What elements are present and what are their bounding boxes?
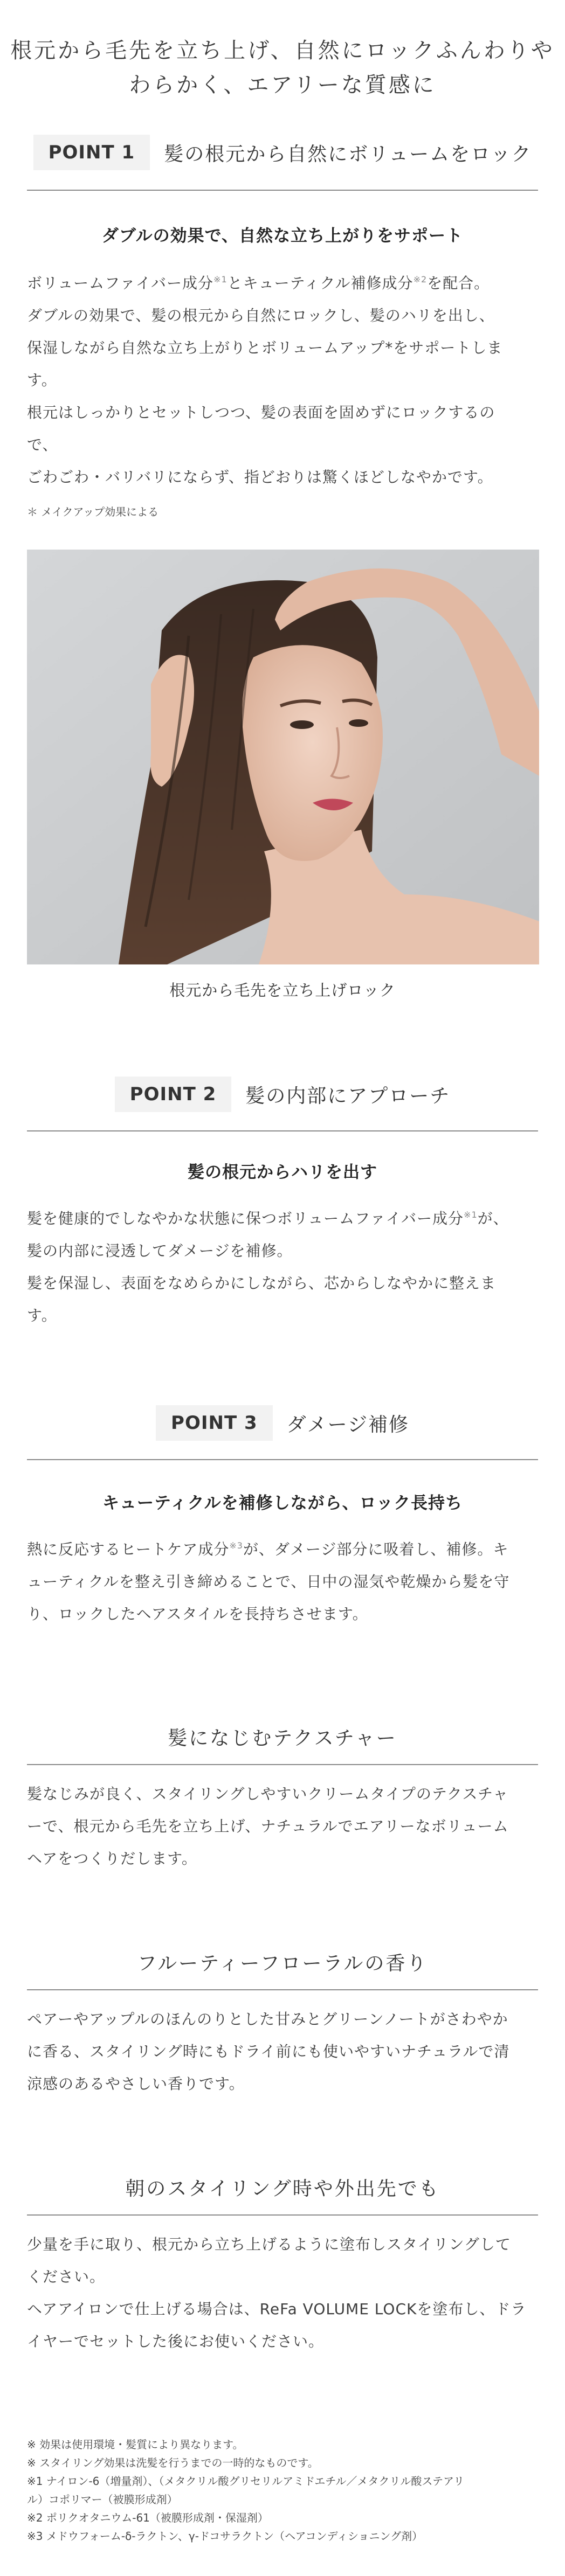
point1-body (27, 267, 539, 494)
point3-subhead: キューティクルを補修しながら、ロック長持ち (102, 1494, 463, 1513)
model-photo (27, 550, 539, 964)
point1-title: 髪の根元から自然にボリュームをロック (164, 143, 532, 165)
texture-body-line: ヘアをつくりだします。 (27, 1850, 197, 1867)
point1-subhead: ダブルの効果で、自然な立ち上がりをサポート (101, 226, 464, 246)
footnote: ※ 効果は使用環境・髪質により異なります。 (27, 2438, 244, 2451)
usage-body-line: ください。 (27, 2268, 106, 2286)
body-text: 髪を健康的でしなやかな状態に保つボリュームファイバー成分 (27, 1210, 464, 1227)
point2-body-line (27, 1203, 539, 1235)
point2-body-line: 髪の内部に浸透してダメージを補修。 (27, 1242, 293, 1260)
headline-line-2: わらかく、エアリーな質感に (129, 73, 436, 98)
usage-body-line: イヤーでセットした後にお使いください。 (27, 2332, 325, 2350)
footnote-ref: ※1 (213, 274, 228, 284)
point1-body-line: 根元はしっかりとセットしつつ、髪の表面を固めずにロックするの (27, 404, 495, 421)
divider (27, 1764, 538, 1765)
usage-title: 朝のスタイリング時や外出先でも (125, 2178, 440, 2200)
point1-body-line: で、 (27, 436, 58, 454)
point3-body (27, 1533, 539, 1630)
divider (27, 1459, 538, 1460)
divider (27, 190, 538, 191)
footnote-ref: ※3 (229, 1540, 243, 1551)
point1-body-line: 保湿しながら自然な立ち上がりとボリュームアップ*をサポートしま (27, 339, 503, 357)
point2-title: 髪の内部にアプローチ (245, 1085, 451, 1107)
body-text: 熱に反応するヒートケア成分 (27, 1540, 230, 1558)
headline-line-1: 根元から毛先を立ち上げ、自然にロックふんわりや (10, 38, 555, 63)
texture-body (27, 1778, 539, 1875)
model-photo-illustration (27, 550, 539, 964)
scent-title: フルーティーフローラルの香り (137, 1953, 428, 1975)
texture-body-line: ーで、根元から毛先を立ち上げ、ナチュラルでエアリーなボリューム (27, 1817, 509, 1835)
footnote: ル）コポリマー（被膜形成剤） (27, 2493, 178, 2506)
point2-subhead: 髪の根元からハリを出す (188, 1163, 377, 1182)
body-text: が、ダメージ部分に吸着し、補修。キ (243, 1540, 509, 1558)
point1-body-line: ごわごわ・バリバリにならず、指どおりは驚くほどしなやかです。 (27, 468, 493, 486)
texture-title: 髪になじむテクスチャー (168, 1727, 397, 1749)
point1-body-line: す。 (27, 371, 57, 389)
divider (27, 1989, 538, 1990)
divider (27, 2214, 538, 2216)
page-headline (0, 33, 565, 102)
point2-body-line: す。 (27, 1307, 57, 1324)
body-text: とキューティクル補修成分 (227, 274, 414, 292)
point1-body-line (27, 267, 539, 300)
point1-badge: POINT 1 (33, 135, 150, 170)
point2-body (27, 1203, 539, 1332)
point3-title: ダメージ補修 (286, 1413, 409, 1436)
scent-body-line: 涼感のあるやさしい香りです。 (27, 2075, 245, 2093)
body-text: ボリュームファイバー成分 (27, 274, 214, 292)
usage-body-line: ヘアアイロンで仕上げる場合は、ReFa VOLUME LOCKを塗布し、ドラ (27, 2300, 527, 2318)
footnotes (27, 2435, 545, 2545)
scent-body-line: ペアーやアップルのほんのりとした甘みとグリーンノートがさわやか (27, 2010, 508, 2028)
point1-header (0, 135, 565, 170)
point3-body-line (27, 1533, 539, 1566)
point2-badge: POINT 2 (115, 1077, 232, 1112)
texture-body-line: 髪なじみが良く、スタイリングしやすいクリームタイプのテクスチャ (27, 1785, 509, 1803)
body-text: が、 (477, 1210, 509, 1227)
divider (27, 1130, 538, 1131)
footnote: ※3 メドウフォーム-δ-ラクトン、γ-ドコサラクトン（ヘアコンディショニング剤） (27, 2530, 423, 2543)
footnote: ※1 ナイロン-6（増量剤）、（メタクリル酸グリセリルアミドエチル／メタクリル酸ステアリ (27, 2475, 465, 2488)
footnote-ref: ※2 (413, 274, 428, 284)
point3-body-line: り、ロックしたヘアスタイルを長持ちさせます。 (27, 1605, 368, 1623)
point3-badge: POINT 3 (156, 1405, 273, 1441)
scent-body-line: に香る、スタイリング時にもドライ前にも使いやすいナチュラルで清 (27, 2043, 510, 2060)
point3-body-line: ューティクルを整え引き締めることで、日中の湿気や乾燥から髪を守 (27, 1573, 510, 1591)
footnote-ref: ※1 (464, 1210, 478, 1220)
footnote: ※2 ポリクオタニウム-61（被膜形成剤・保湿剤） (27, 2511, 268, 2524)
point2-header (0, 1077, 565, 1112)
body-text: を配合。 (427, 274, 490, 292)
point1-body-line: ダブルの効果で、髪の根元から自然にロックし、髪のハリを出し、 (27, 307, 495, 324)
usage-body-line: 少量を手に取り、根元から立ち上げるように塗布しスタイリングして (27, 2235, 511, 2253)
point1-note: ＊ メイクアップ効果による (27, 505, 159, 518)
footnote: ※ スタイリング効果は洗髪を行うまでの一時的なものです。 (27, 2456, 319, 2469)
scent-body (27, 2003, 539, 2100)
photo-caption: 根元から毛先を立ち上げロック (169, 981, 396, 999)
point3-header (0, 1405, 565, 1441)
usage-body (27, 2228, 539, 2358)
point2-body-line: 髪を保湿し、表面をなめらかにしながら、芯からしなやかに整えま (27, 1274, 497, 1292)
